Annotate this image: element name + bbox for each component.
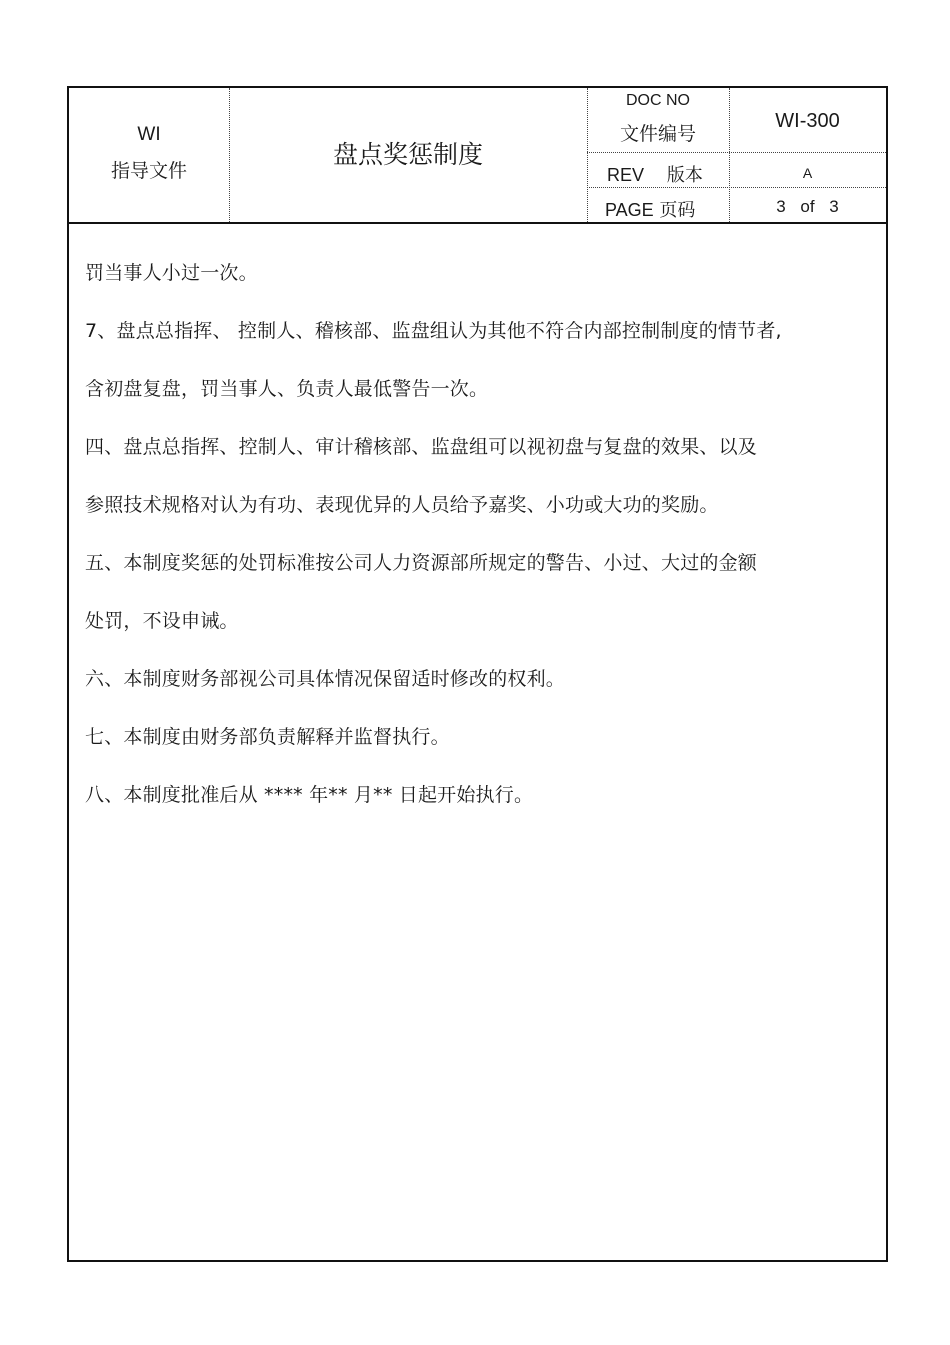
document-header-table (69, 88, 886, 224)
rev-label-en: REV (607, 165, 645, 185)
paragraph-line: 七、本制度由财务部负责解释并监督执行。 (85, 726, 450, 748)
doc-no-label-cn: 文件编号 (619, 123, 696, 145)
doc-no-label-en: DOC NO (626, 92, 690, 109)
paragraph-line: 八、本制度批准后从 **** 年** 月** 日起开始执行。 (85, 784, 534, 806)
header-row-divider (587, 152, 886, 153)
paragraph-line: 参照技术规格对认为有功、表现优异的人员给予嘉奖、小功或大功的奖励。 (85, 494, 719, 516)
rev-value: A (802, 165, 813, 181)
paragraph-line: 处罚，不设申诫。 (85, 610, 239, 632)
rev-label-cn: 版本 (666, 165, 703, 186)
header-row-divider (587, 187, 886, 188)
page-label (605, 196, 695, 222)
page-label-en: PAGE (605, 200, 654, 220)
doc-type-cn: 指导文件 (110, 160, 187, 182)
document-page (67, 86, 888, 1262)
paragraph-line: 六、本制度财务部视公司具体情况保留适时修改的权利。 (85, 668, 566, 690)
page-label-cn: 页码 (659, 200, 696, 221)
paragraph-line: 四、盘点总指挥、控制人、审计稽核部、监盘组可以视初盘与复盘的效果、以及 (85, 436, 758, 458)
doc-no-value: WI-300 (775, 110, 840, 132)
rev-label (607, 161, 703, 187)
page-number: 3 of 3 (776, 197, 839, 216)
paragraph-line: 五、本制度奖惩的处罚标准按公司人力资源部所规定的警告、小过、大过的金额 (85, 552, 758, 574)
document-body (85, 244, 875, 824)
paragraph-line: 含初盘复盘，罚当事人、负责人最低警告一次。 (85, 378, 489, 400)
doc-type-en: WI (137, 124, 161, 145)
document-title: 盘点奖惩制度 (332, 140, 483, 169)
paragraph-line: 7、盘点总指挥、 控制人、稽核部、监盘组认为其他不符合内部控制制度的情节者, (85, 320, 782, 342)
paragraph-line: 罚当事人小过一次。 (85, 262, 258, 284)
